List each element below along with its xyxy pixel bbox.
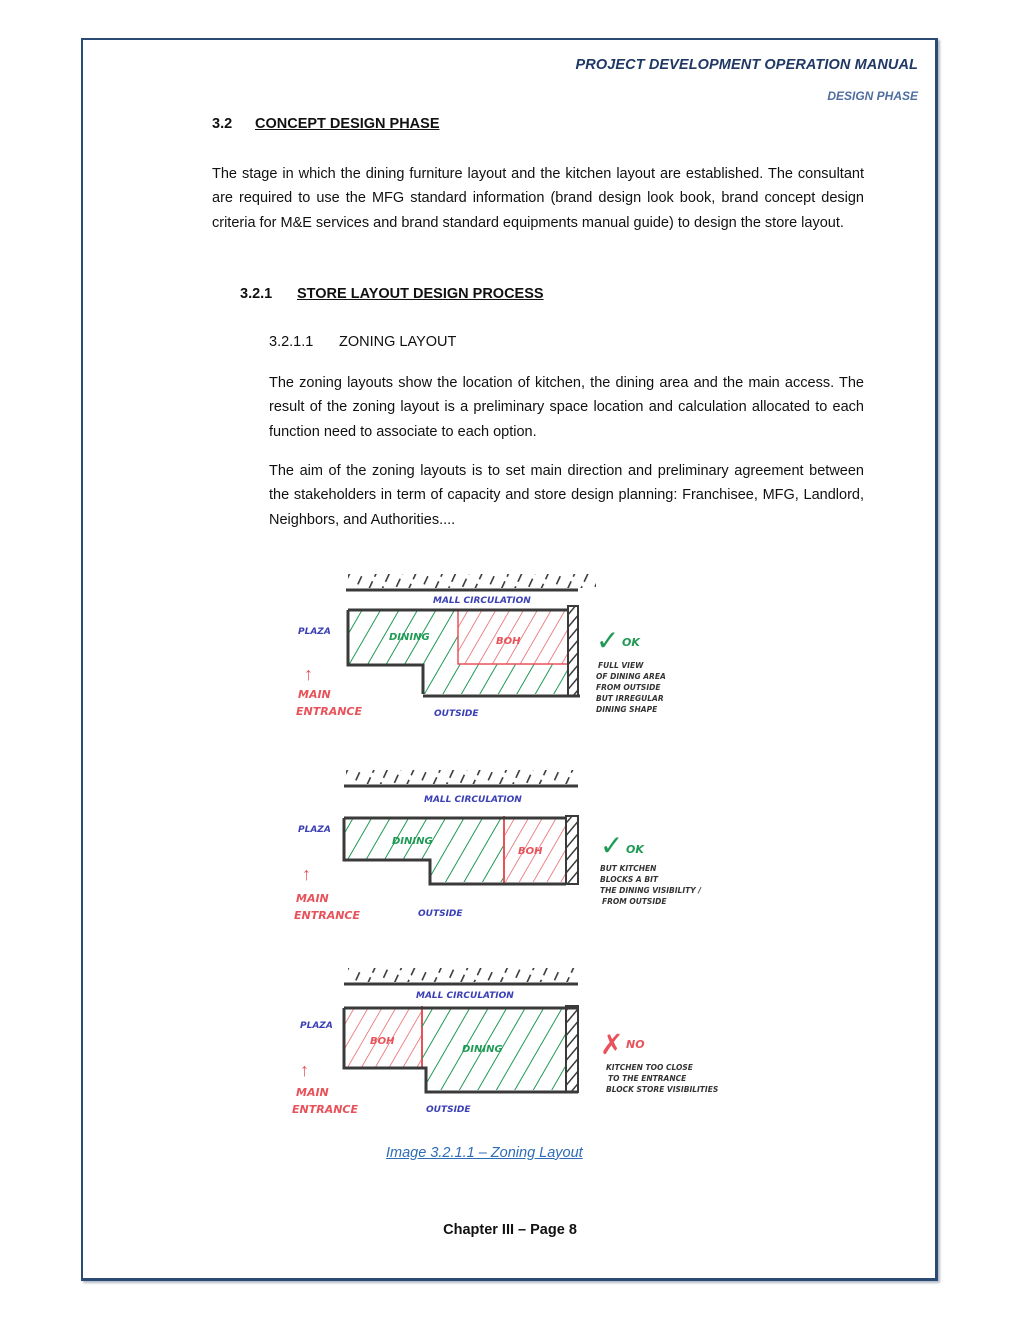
verdict-label: OK [622,636,640,649]
svg-text:BLOCKS A BIT: BLOCKS A BIT [600,875,658,884]
main-label: MAIN [296,892,329,905]
main-label: MAIN [298,688,331,701]
svg-text:TO THE ENTRANCE: TO THE ENTRANCE [608,1074,687,1083]
document-header-subtitle: DESIGN PHASE [827,89,918,103]
entrance-arrow-icon: ↑ [300,1060,309,1080]
plaza-label: PLAZA [300,1021,333,1031]
boh-zone-label: BOH [496,636,521,647]
verdict-label: NO [626,1038,645,1051]
subsection-title: STORE LAYOUT DESIGN PROCESS [297,286,544,302]
mall-circulation-label: MALL CIRCULATION [424,795,522,805]
check-icon: ✓ [596,625,620,656]
plaza-label: PLAZA [298,825,331,835]
mall-circulation-label: MALL CIRCULATION [416,991,514,1001]
zoning-layout-sketch-figure [268,548,788,1128]
zoning-paragraph-1: The zoning layouts show the location of kitchen, the dining area and the main access. The result of the zoning layout is a preliminary space location and calculation allocated to each function need to associate to each option. [269,375,864,440]
svg-text:FROM OUTSIDE: FROM OUTSIDE [602,897,667,906]
svg-text:BLOCK STORE VISIBILITIES: BLOCK STORE VISIBILITIES [606,1085,719,1094]
entrance-label: ENTRANCE [292,1103,358,1116]
entrance-arrow-icon: ↑ [302,864,311,884]
sketch-notes [596,661,666,714]
outside-label: OUTSIDE [426,1105,471,1115]
sketch-notes [600,864,702,906]
sketch-option-3 [292,968,718,1116]
plaza-label: PLAZA [298,627,331,637]
sketch-notes [606,1063,718,1094]
outside-label: OUTSIDE [434,709,479,719]
boh-zone-label: BOH [370,1036,395,1047]
sketch-option-2 [294,770,702,922]
sketch-option-1 [296,574,666,719]
entrance-label: ENTRANCE [294,909,360,922]
document-header-title: PROJECT DEVELOPMENT OPERATION MANUAL [575,57,918,73]
entrance-arrow-icon: ↑ [304,664,313,684]
dining-zone-label: DINING [392,836,433,847]
entrance-label: ENTRANCE [296,705,362,718]
svg-text:THE DINING VISIBILITY /: THE DINING VISIBILITY / [600,886,702,895]
dining-zone-label: DINING [389,632,430,643]
section-title: CONCEPT DESIGN PHASE [255,116,440,132]
boh-zone-label: BOH [518,846,543,857]
svg-text:BUT IRREGULAR: BUT IRREGULAR [596,694,664,703]
subsection-number: 3.2.1 [240,286,273,302]
cross-icon: ✗ [600,1029,624,1060]
verdict-label: OK [626,843,644,856]
svg-text:FROM OUTSIDE: FROM OUTSIDE [596,683,661,692]
page-footer: Chapter III – Page 8 [443,1222,577,1238]
subsubsection-heading [269,334,456,350]
check-icon: ✓ [600,830,624,861]
zoning-paragraph-2: The aim of the zoning layouts is to set main direction and preliminary agreement between the stakeholders in term of capacity and store design planning: Franchisee, MFG, Landlord, Neighbors, and Authorities.... [269,463,864,528]
svg-text:FULL VIEW: FULL VIEW [598,661,644,670]
svg-text:KITCHEN TOO CLOSE: KITCHEN TOO CLOSE [606,1063,693,1072]
section-heading [212,116,440,132]
dining-zone-label: DINING [462,1044,503,1055]
subsection-heading [240,286,544,302]
outside-label: OUTSIDE [418,909,463,919]
svg-text:BUT KITCHEN: BUT KITCHEN [600,864,657,873]
svg-text:OF DINING AREA: OF DINING AREA [596,672,666,681]
section-paragraph: The stage in which the dining furniture layout and the kitchen layout are established. The consultant are required to use the MFG standard information (brand design look book, brand concept design criteria for M&E services and brand standard equipments manual guide) to design the store layout. [212,166,864,231]
figure-caption: Image 3.2.1.1 – Zoning Layout [386,1145,583,1161]
subsubsection-number: 3.2.1.1 [269,334,314,350]
svg-text:DINING SHAPE: DINING SHAPE [596,705,658,714]
main-label: MAIN [296,1086,329,1099]
section-number: 3.2 [212,116,233,132]
subsubsection-title: ZONING LAYOUT [339,334,457,350]
mall-circulation-label: MALL CIRCULATION [433,596,531,606]
